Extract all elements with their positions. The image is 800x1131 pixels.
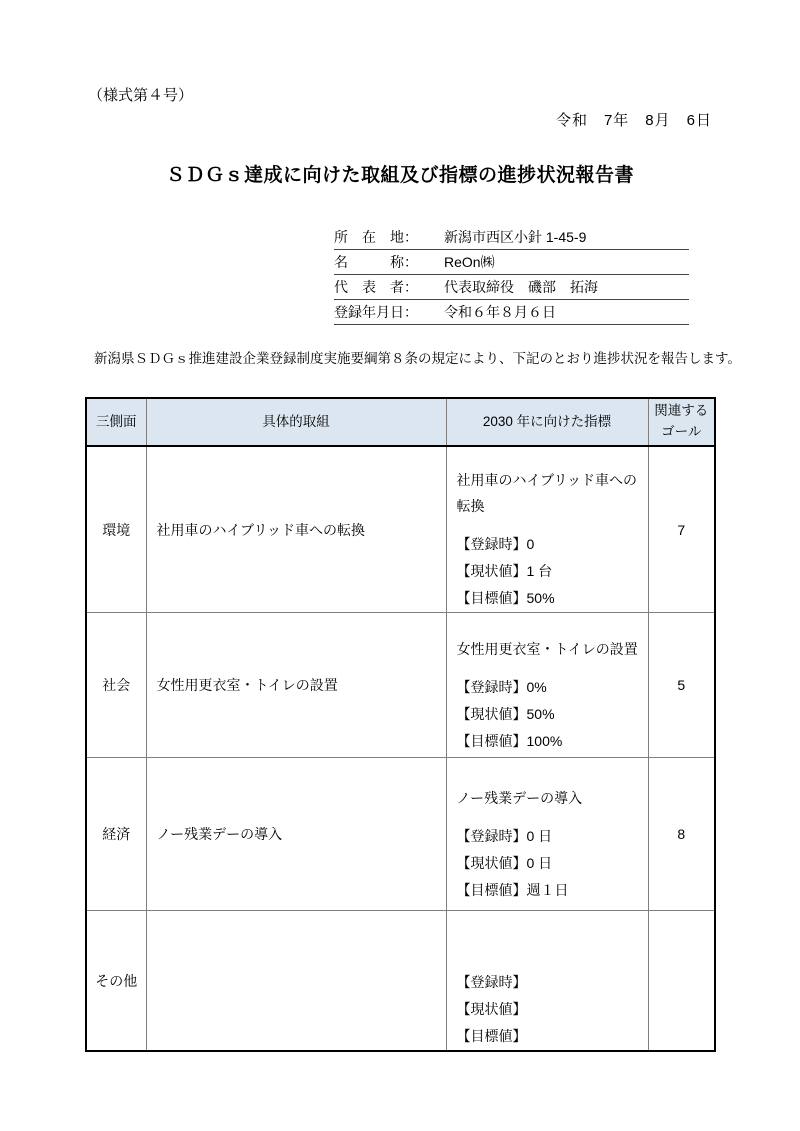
header-aspect: 三側面: [86, 398, 146, 446]
table-row-economy: [86, 758, 715, 911]
representative-label: 代 表 者：: [334, 279, 418, 295]
initiative-cell: [146, 911, 446, 1052]
indicator-title: 社用車のハイブリッド車への転換: [456, 472, 637, 514]
table-row-society: [86, 613, 715, 758]
indicator-title: ノー残業デーの導入: [456, 789, 583, 806]
metric-registered: 【登録時】: [456, 974, 527, 990]
metric-target: 【目標値】: [456, 1028, 527, 1044]
metric-target: 【目標値】100%: [456, 732, 563, 749]
goal-cell: [648, 911, 715, 1052]
metric-current: 【現状値】0 日: [456, 854, 553, 871]
metric-current: 【現状値】50%: [456, 705, 555, 722]
aspect-cell: 環境: [86, 446, 146, 613]
aspect-cell: 社会: [86, 613, 146, 758]
indicator-cell: [446, 758, 648, 911]
company-info-row-representative: [334, 275, 689, 300]
registration-date-value: 令和６年８月６日: [444, 304, 556, 320]
metric-current: 【現状値】: [456, 1001, 527, 1017]
indicator-cell: [446, 613, 648, 758]
initiative-cell: 女性用更衣室・トイレの設置: [146, 613, 446, 758]
aspect-cell: その他: [86, 911, 146, 1052]
indicator-title: [457, 931, 642, 957]
table-row-environment: [86, 446, 715, 613]
header-goal: 関連するゴール: [648, 398, 715, 446]
intro-text: 新潟県ＳＤＧｓ推進建設企業登録制度実施要綱第８条の規定により、下記のとおり進捗状況を報告します。: [94, 351, 741, 366]
goal-cell: 8: [648, 758, 715, 911]
header-row: [86, 398, 715, 446]
metric-current: 【現状値】1 台: [456, 563, 553, 579]
form-number: （様式第４号）: [88, 87, 194, 104]
company-info-row-address: [334, 225, 689, 250]
header-indicator: 2030 年に向けた指標: [446, 398, 648, 446]
document-date: 令和 7年 8月 6日: [555, 112, 712, 129]
initiative-cell: 社用車のハイブリッド車への転換: [146, 446, 446, 613]
metric-registered: 【登録時】0 日: [456, 827, 553, 844]
progress-report-table: [85, 397, 716, 1052]
metric-target: 【目標値】週１日: [456, 881, 569, 898]
header-initiative: 具体的取組: [146, 398, 446, 446]
table-row-other: [86, 911, 715, 1052]
goal-cell: 7: [648, 446, 715, 613]
indicator-title: 女性用更衣室・トイレの設置: [456, 640, 638, 657]
name-value: ReOn㈱: [444, 254, 495, 270]
address-label: 所 在 地：: [334, 229, 418, 245]
metric-registered: 【登録時】0: [456, 536, 535, 552]
company-info-row-name: [334, 250, 689, 275]
representative-value: 代表取締役 磯部 拓海: [444, 279, 598, 295]
registration-date-label: 登録年月日：: [334, 304, 418, 320]
goal-cell: 5: [648, 613, 715, 758]
metric-registered: 【登録時】0%: [456, 678, 547, 695]
initiative-cell: ノー残業デーの導入: [146, 758, 446, 911]
company-info-row-registration-date: [334, 300, 689, 325]
company-info-block: [334, 225, 689, 325]
indicator-cell: [446, 911, 648, 1052]
page-title: ＳＤＧｓ達成に向けた取組及び指標の進捗状況報告書: [165, 165, 634, 186]
address-value: 新潟市西区小針 1-45-9: [444, 229, 587, 245]
name-label: 名 称：: [334, 254, 418, 270]
indicator-cell: [446, 446, 648, 613]
aspect-cell: 経済: [86, 758, 146, 911]
metric-target: 【目標値】50%: [456, 590, 555, 606]
